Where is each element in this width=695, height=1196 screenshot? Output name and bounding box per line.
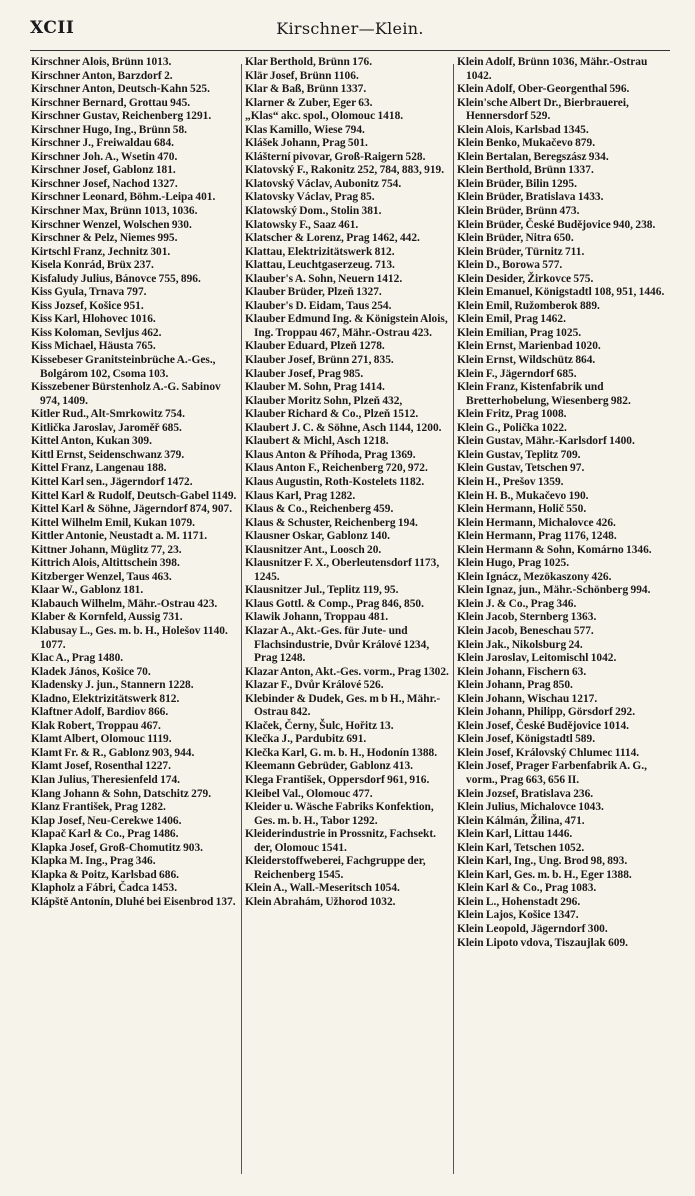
directory-entry: Klaubert & Michl, Asch 1218.	[245, 435, 389, 448]
directory-entry: Kitzberger Wenzel, Taus 463.	[31, 570, 172, 583]
directory-entry: Klein Julius, Michalovce 1043.	[457, 801, 604, 814]
directory-entry: Klein H., Prešov 1359.	[457, 475, 564, 488]
directory-entry: Kittner Johann, Müglitz 77, 23.	[31, 543, 182, 556]
directory-entry: Klauber Richard & Co., Plzeň 1512.	[245, 408, 419, 421]
directory-entry: Klamt Fr. & R., Gablonz 903, 944.	[31, 746, 195, 759]
directory-entry: Klein Berthold, Brünn 1337.	[457, 164, 594, 177]
directory-entry: Klein Emil, Ružomberok 889.	[457, 299, 600, 312]
directory-entry: Klein Johann, Fischern 63.	[457, 665, 587, 678]
directory-entry: Kittel Anton, Kukan 309.	[31, 435, 152, 448]
directory-entry: Klein Karl, Littau 1446.	[457, 828, 573, 841]
directory-entry: Klan Julius, Theresienfeld 174.	[31, 773, 181, 786]
column-divider-1	[241, 64, 242, 1174]
directory-entry: Klein Karl, Ing., Ung. Brod 98, 893.	[457, 855, 628, 868]
directory-entry: Kleemann Gebrüder, Gablonz 413.	[245, 760, 413, 773]
directory-entry: Klauber Moritz Sohn, Plzeň 432,	[245, 394, 403, 407]
directory-entry: Kisfaludy Julius, Bánovce 755, 896.	[31, 272, 201, 285]
directory-entry: Kittrich Alois, Altittschein 398.	[31, 557, 180, 570]
directory-entry: Klatscher & Lorenz, Prag 1462, 442.	[245, 232, 420, 245]
directory-entry: Klein Emanuel, Königstadtl 108, 951, 1446.	[457, 286, 665, 299]
directory-entry: Klaus & Co., Reichenberg 459.	[245, 503, 394, 516]
directory-entry: Klausnitzer F. X., Oberleutensdorf 1173, 1245.	[245, 557, 440, 583]
directory-entry: Klein Ignaz, jun., Mähr.-Schönberg 994.	[457, 584, 651, 597]
directory-entry: Klapka & Poitz, Karlsbad 686.	[31, 868, 179, 881]
directory-entry: Klein Adolf, Ober-Georgenthal 596.	[457, 83, 630, 96]
directory-entry: Klauber Josef, Brünn 271, 835.	[245, 354, 394, 367]
directory-entry: Kittel Franz, Langenau 188.	[31, 462, 167, 475]
directory-entry: Klaus Gottl. & Comp., Prag 846, 850.	[245, 597, 424, 610]
directory-entry: Klatovský Václav, Aubonitz 754.	[245, 177, 402, 190]
directory-entry: Klaus Anton & Příhoda, Prag 1369.	[245, 448, 416, 461]
directory-entry: Kirschner Gustav, Reichenberg 1291.	[31, 110, 212, 123]
directory-entry: Klein Ernst, Marienbad 1020.	[457, 340, 601, 353]
directory-entry: Kittler Antonie, Neustadt a. M. 1171.	[31, 530, 208, 543]
directory-entry: Klabusay L., Ges. m. b. H., Holešov 1140. 1077.	[31, 624, 228, 651]
directory-entry: Klatowsky F., Saaz 461.	[245, 218, 359, 231]
directory-entry: Klaber & Kornfeld, Aussig 731.	[31, 611, 183, 624]
directory-entry: Klattau, Leuchtgaserzeug. 713.	[245, 259, 395, 272]
directory-entry: Kirschner Anton, Barzdorf 2.	[31, 69, 173, 82]
directory-entry: Klapka Josef, Groß-Chomutitz 903.	[31, 841, 204, 854]
directory-entry: Klapač Karl & Co., Prag 1486.	[31, 828, 179, 841]
directory-entry: Klär Josef, Brünn 1106.	[245, 69, 359, 82]
directory-entry: Klein Hermann, Holič 550.	[457, 503, 587, 516]
directory-entry: Klein Ignácz, Mezökaszony 426.	[457, 570, 612, 583]
directory-entry: Kiss Jozsef, Košice 951.	[31, 299, 144, 312]
directory-entry: Klein Jacob, Sternberg 1363.	[457, 611, 597, 624]
directory-entry: Klausner Oskar, Gablonz 140.	[245, 530, 391, 543]
directory-entry: Kittel Wilhelm Emil, Kukan 1079.	[31, 516, 196, 529]
directory-entry: Klein Karl, Tetschen 1052.	[457, 841, 585, 854]
directory-entry: Klein Johann, Wischau 1217.	[457, 692, 598, 705]
directory-entry: Klarner & Zuber, Eger 63.	[245, 96, 373, 109]
directory-entry: Kissebeser Granitsteinbrüche A.-Ges., Bolgárom 102, Csoma 103.	[31, 354, 216, 380]
directory-entry: Kladensky J. jun., Stannern 1228.	[31, 679, 194, 692]
directory-entry: Klein Abrahám, Užhorod 1032.	[245, 895, 396, 908]
directory-entry: Kiss Michael, Häusta 765.	[31, 340, 156, 353]
directory-entry: Kirschner Bernard, Grottau 945.	[31, 96, 191, 109]
directory-entry: Kleiderstoffweberei, Fachgruppe der, Reichenberg 1545.	[245, 855, 426, 881]
entries-column-3	[457, 56, 671, 1186]
directory-entry: Klein F., Jägerndorf 685.	[457, 367, 577, 380]
directory-entry: Klausnitzer Jul., Teplitz 119, 95.	[245, 584, 399, 597]
directory-entry: Kittel Karl & Rudolf, Deutsch-Gabel 1149.	[31, 489, 237, 502]
directory-entry: Klášterní pivovar, Groß-Raigern 528.	[245, 150, 426, 163]
directory-entry: Klein Gustav, Mähr.-Karlsdorf 1400.	[457, 435, 635, 448]
directory-entry: Klein'sche Albert Dr., Bierbrauerei, Hennersdorf 529.	[457, 96, 629, 123]
directory-entry: Kitlička Jaroslav, Jaroměř 685.	[31, 421, 182, 434]
directory-entry: Kiss Gyula, Trnava 797.	[31, 286, 147, 299]
directory-entry: Klauber M. Sohn, Prag 1414.	[245, 381, 385, 394]
directory-entry: Klausnitzer Ant., Loosch 20.	[245, 543, 382, 556]
directory-entry: Klečka J., Pardubitz 691.	[245, 733, 367, 746]
directory-entry: Kleider u. Wäsche Fabriks Konfektion, Ges. m. b. H., Tabor 1292.	[245, 801, 434, 827]
directory-entry: Kleibel Val., Olomouc 477.	[245, 787, 373, 800]
directory-entry: Klein Alois, Karlsbad 1345.	[457, 123, 589, 136]
directory-entry: Klang Johann & Sohn, Datschitz 279.	[31, 787, 212, 800]
directory-entry: Klak Robert, Troppau 467.	[31, 719, 161, 732]
directory-entry: Klauber Brüder, Plzeň 1327.	[245, 286, 382, 299]
directory-entry: Klamt Albert, Olomouc 1119.	[31, 733, 172, 746]
directory-entry: Klaus Augustin, Roth-Kostelets 1182.	[245, 475, 425, 488]
directory-entry: Kirschner Joh. A., Wsetin 470.	[31, 150, 178, 163]
directory-entry: Klas Kamillo, Wiese 794.	[245, 123, 365, 136]
directory-entry: Klein Adolf, Brünn 1036, Mähr.-Ostrau 1042.	[457, 56, 648, 82]
header-rule	[30, 50, 670, 51]
entries-column-2	[245, 56, 452, 1186]
directory-entry: Klein Hermann, Michalovce 426.	[457, 516, 616, 529]
directory-entry: Klečka Karl, G. m. b. H., Hodonín 1388.	[245, 746, 438, 759]
directory-entry: Kirschner Hugo, Ing., Brünn 58.	[31, 123, 188, 136]
directory-entry: Kiss Koloman, Sevljus 462.	[31, 326, 162, 339]
directory-entry: Klatovsky Václav, Prag 85.	[245, 191, 375, 204]
directory-entry: Klazar Anton, Akt.-Ges. vorm., Prag 1302.	[245, 665, 449, 678]
directory-entry: Klein Josef, Königstadtl 589.	[457, 733, 596, 746]
directory-entry: Klein A., Wall.-Meseritsch 1054.	[245, 882, 400, 895]
directory-entry: Klein Ernst, Wildschütz 864.	[457, 354, 596, 367]
directory-entry: Klein Josef, Královský Chlumec 1114.	[457, 746, 640, 759]
directory-entry: Klapka M. Ing., Prag 346.	[31, 855, 156, 868]
directory-entry: Klein Brüder, České Budějovice 940, 238.	[457, 218, 656, 231]
directory-entry: Klaftner Adolf, Bardiov 866.	[31, 706, 169, 719]
directory-entry: Klaus Karl, Prag 1282.	[245, 489, 356, 502]
directory-entry: Klein Brüder, Türnitz 711.	[457, 245, 585, 258]
directory-entry: Klabauch Wilhelm, Mähr.-Ostrau 423.	[31, 597, 218, 610]
directory-entry: Klein Josef, České Budějovice 1014.	[457, 719, 630, 732]
directory-entry: Klein Hermann & Sohn, Komárno 1346.	[457, 543, 652, 556]
directory-entry: Klanz František, Prag 1282.	[31, 801, 166, 814]
directory-entry: Klamt Josef, Rosenthal 1227.	[31, 760, 171, 773]
directory-entry: Kisszebener Bürstenholz A.-G. Sabinov 974, 1409.	[31, 381, 221, 407]
directory-entry: Kleiderindustrie in Prossnitz, Fachsekt. der, Olomouc 1541.	[245, 828, 436, 854]
directory-entry: Klazar F., Dvůr Králové 526.	[245, 679, 384, 692]
directory-entry: Kirtschl Franz, Jechnitz 301.	[31, 245, 171, 258]
directory-entry: Kirschner Josef, Gablonz 181.	[31, 164, 176, 177]
directory-entry: Klap Josef, Neu-Cerekwe 1406.	[31, 814, 182, 827]
directory-entry: Klein D., Borowa 577.	[457, 259, 563, 272]
directory-entry: Kittel Karl & Söhne, Jägerndorf 874, 907.	[31, 503, 233, 516]
directory-entry: Klein Hugo, Prag 1025.	[457, 557, 570, 570]
directory-entry: Klein Hermann, Prag 1176, 1248.	[457, 530, 617, 543]
page-number: XCII	[30, 18, 75, 38]
directory-entry: Klein Franz, Kistenfabrik und Bretterhobelung, Wiesenberg 982.	[457, 381, 631, 407]
directory-entry: Klazar A., Akt.-Ges. für Jute- und Flachsindustrie, Dvůr Králové 1234, Prag 1248.	[245, 624, 430, 665]
directory-entry: Klauber's D. Eidam, Taus 254.	[245, 299, 392, 312]
directory-entry: Klein G., Polička 1022.	[457, 421, 567, 434]
directory-entry: Kirschner Max, Brünn 1013, 1036.	[31, 205, 198, 218]
directory-entry: Kitler Rud., Alt-Smrkowitz 754.	[31, 408, 185, 421]
directory-entry: Klein Johann, Prag 850.	[457, 679, 573, 692]
directory-entry: Klein Jak., Nikolsburg 24.	[457, 638, 583, 651]
directory-entry: Klaček, Černy, Šulc, Hořitz 13.	[245, 719, 394, 732]
directory-entry: Klein Brüder, Bratislava 1433.	[457, 191, 604, 204]
directory-entry: Klein Karl, Ges. m. b. H., Eger 1388.	[457, 868, 632, 881]
directory-entry: Kiss Karl, Hlohovec 1016.	[31, 313, 156, 326]
directory-entry: Klein H. B., Mukačevo 190.	[457, 489, 589, 502]
directory-entry: Klein Johann, Philipp, Görsdorf 292.	[457, 706, 636, 719]
directory-entry: Kisela Konrád, Brüx 237.	[31, 259, 154, 272]
directory-entry: Klein Emilian, Prag 1025.	[457, 326, 582, 339]
directory-entry: Klein Lipoto vdova, Tiszaujlak 609.	[457, 936, 629, 949]
directory-entry: Klápště Antonín, Dluhé bei Eisenbrod 137.	[31, 895, 236, 908]
directory-entry: Klauber Josef, Prag 985.	[245, 367, 364, 380]
entries-column-1	[31, 56, 241, 1186]
directory-entry: Kirschner J., Freiwaldau 684.	[31, 137, 174, 150]
directory-entry: Klawik Johann, Troppau 481.	[245, 611, 389, 624]
directory-entry: Kirschner Josef, Nachod 1327.	[31, 177, 178, 190]
directory-entry: Klein Josef, Prager Farbenfabrik A. G., vorm., Prag 663, 656 II.	[457, 760, 647, 786]
directory-entry: Klein Jaroslav, Leitomischl 1042.	[457, 652, 617, 665]
directory-entry: Kirschner & Pelz, Niemes 995.	[31, 232, 178, 245]
directory-entry: Klein Gustav, Teplitz 709.	[457, 448, 581, 461]
directory-entry: Klaus & Schuster, Reichenberg 194.	[245, 516, 418, 529]
directory-entry: Klatowský Dom., Stolin 381.	[245, 205, 382, 218]
directory-entry: Kittl Ernst, Seidenschwanz 379.	[31, 448, 185, 461]
directory-entry: Klein Lajos, Košice 1347.	[457, 909, 579, 922]
directory-entry: Klein J. & Co., Prag 346.	[457, 597, 577, 610]
directory-entry: Klein Brüder, Brünn 473.	[457, 205, 580, 218]
directory-entry: Klapholz a Fábri, Čadca 1453.	[31, 882, 178, 895]
directory-entry: Klar Berthold, Brünn 176.	[245, 56, 373, 68]
directory-entry: Kirschner Wenzel, Wolschen 930.	[31, 218, 192, 231]
page-title: Kirschner—Klein.	[276, 19, 424, 38]
directory-entry: Kirschner Leonard, Böhm.-Leipa 401.	[31, 191, 216, 204]
directory-entry: Klein Brüder, Bilin 1295.	[457, 177, 577, 190]
directory-entry: Kirschner Alois, Brünn 1013.	[31, 56, 172, 68]
directory-entry: Klaus Anton F., Reichenberg 720, 972.	[245, 462, 428, 475]
directory-entry: Klein Bertalan, Beregszász 934.	[457, 150, 609, 163]
directory-entry: Klein Emil, Prag 1462.	[457, 313, 566, 326]
directory-entry: Klein Desider, Žirkovce 575.	[457, 272, 594, 285]
directory-entry: Klášek Johann, Prag 501.	[245, 137, 368, 150]
directory-entry: Klein Karl & Co., Prag 1083.	[457, 882, 597, 895]
directory-entry: Klein Jacob, Beneschau 577.	[457, 624, 594, 637]
directory-entry: Kirschner Anton, Deutsch-Kahn 525.	[31, 83, 210, 96]
directory-entry: Klein Benko, Mukačevo 879.	[457, 137, 596, 150]
page-header	[30, 18, 670, 44]
directory-entry: Klauber's A. Sohn, Neuern 1412.	[245, 272, 403, 285]
directory-entry: Klaubert J. C. & Söhne, Asch 1144, 1200.	[245, 421, 442, 434]
directory-entry: Klein Leopold, Jägerndorf 300.	[457, 923, 608, 935]
directory-entry: Kladek János, Košice 70.	[31, 665, 151, 678]
directory-entry: Klauber Eduard, Plzeň 1278.	[245, 340, 385, 353]
directory-entry: Kladno, Elektrizitätswerk 812.	[31, 692, 180, 705]
directory-entry: Klein Fritz, Prag 1008.	[457, 408, 567, 421]
directory-entry: Kittel Karl sen., Jägerndorf 1472.	[31, 475, 193, 488]
directory-entry: Klaar W., Gablonz 181.	[31, 584, 144, 597]
directory-entry: Klein Kálmán, Žilina, 471.	[457, 814, 585, 827]
directory-entry: Klac A., Prag 1480.	[31, 652, 124, 665]
directory-entry: Klega František, Oppersdorf 961, 916.	[245, 773, 430, 786]
directory-entry: Klar & Baß, Brünn 1337.	[245, 83, 367, 96]
directory-entry: Klein Brüder, Nitra 650.	[457, 232, 574, 245]
column-divider-2	[453, 64, 454, 1174]
directory-entry: „Klas“ akc. spol., Olomouc 1418.	[245, 110, 404, 123]
directory-entry: Klein L., Hohenstadt 296.	[457, 895, 581, 908]
directory-entry: Klein Gustav, Tetschen 97.	[457, 462, 585, 475]
directory-entry: Klebinder & Dudek, Ges. m b H., Mähr.-Ostrau 842.	[245, 692, 441, 719]
directory-entry: Klein Jozsef, Bratislava 236.	[457, 787, 594, 800]
directory-entry: Klauber Edmund Ing. & Königstein Alois, Ing. Troppau 467, Mähr.-Ostrau 423.	[245, 313, 448, 339]
directory-entry: Klattau, Elektrizitätswerk 812.	[245, 245, 395, 258]
directory-entry: Klatovský F., Rakonitz 252, 784, 883, 919.	[245, 164, 445, 177]
